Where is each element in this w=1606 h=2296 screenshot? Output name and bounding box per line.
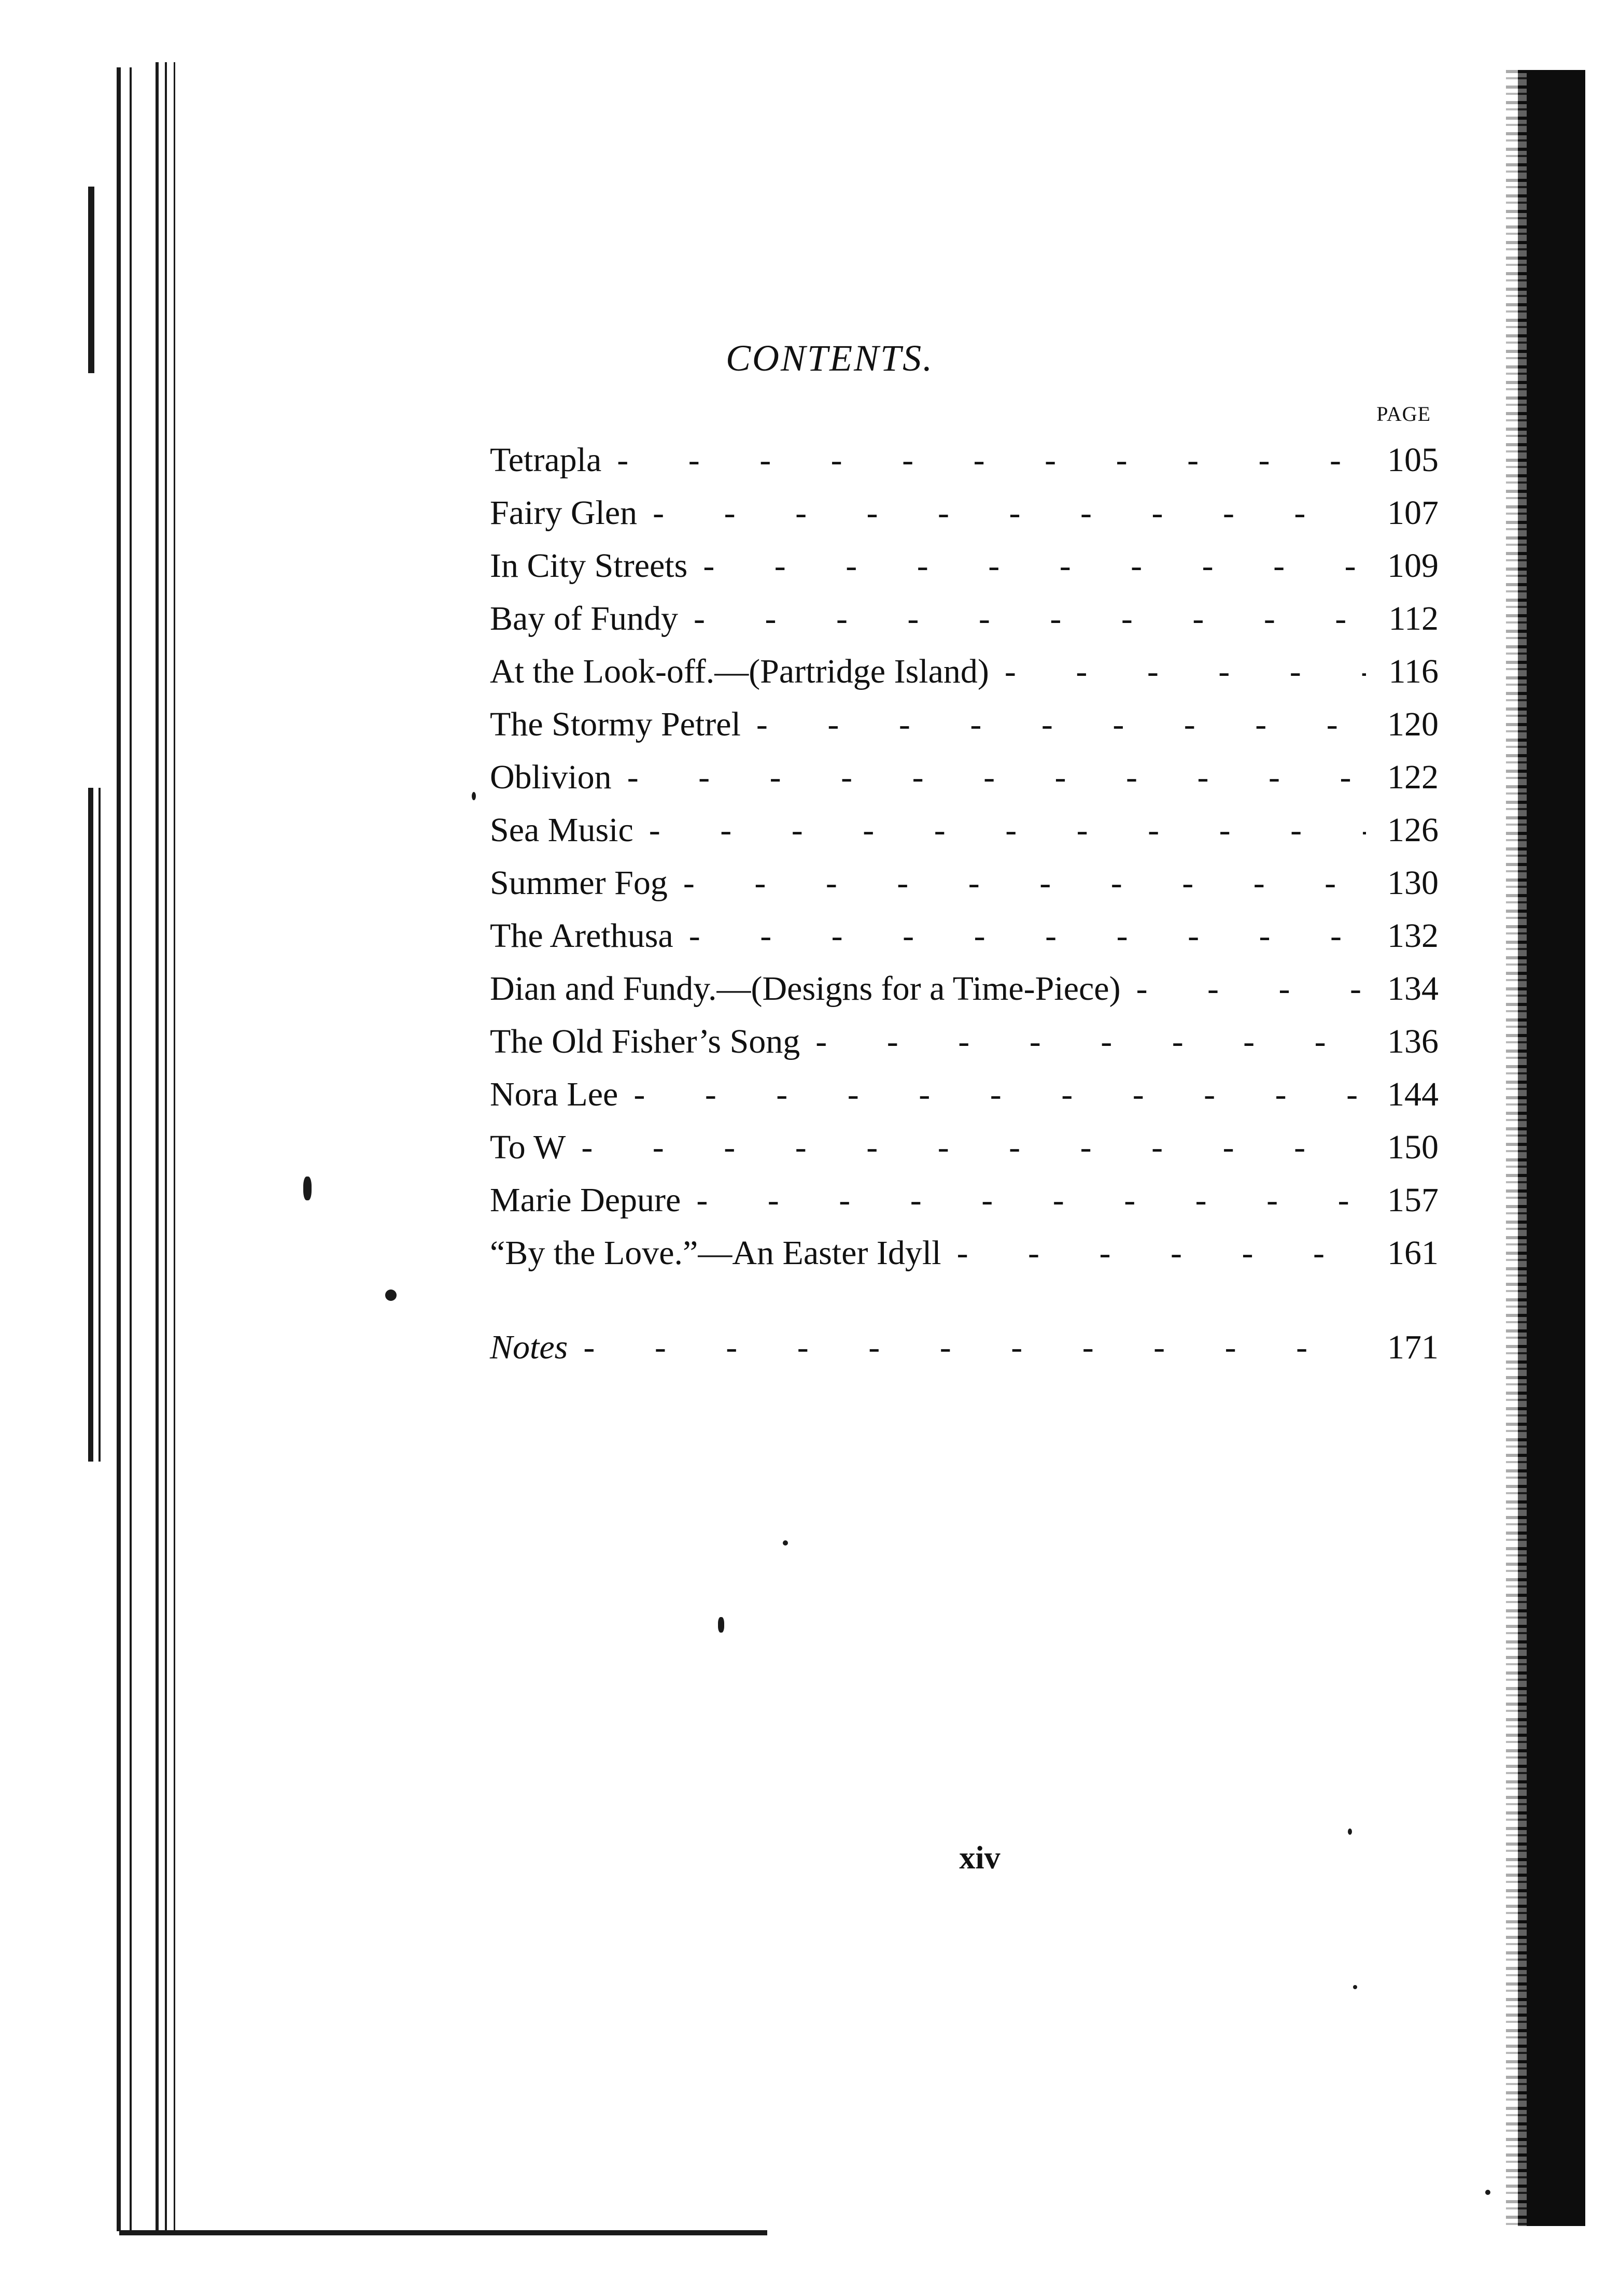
- toc-entry: [490, 652, 1439, 705]
- toc-leader: [583, 1328, 1366, 1367]
- toc-entry-title: Bay of Fundy: [490, 600, 678, 637]
- page-folio: xiv: [959, 1840, 1001, 1876]
- toc-entry-page: 116: [1388, 653, 1439, 690]
- toc-entry-page: 109: [1387, 547, 1439, 585]
- scan-speck: [1353, 1985, 1357, 1989]
- toc-entry: [490, 493, 1439, 546]
- toc-entry-title: Oblivion: [490, 758, 612, 796]
- toc-entry-page: 150: [1387, 1128, 1439, 1166]
- scan-speck: [385, 1289, 397, 1301]
- toc-entry-page: 112: [1388, 600, 1439, 637]
- toc-leader: [1136, 969, 1366, 1009]
- page-column-label: PAGE: [1376, 402, 1431, 426]
- toc-entry-title: The Stormy Petrel: [490, 705, 741, 743]
- toc-entry-title: Marie Depure: [490, 1181, 681, 1219]
- toc-entry-title: Tetrapla: [490, 441, 602, 479]
- toc-entry-page: 105: [1387, 441, 1439, 479]
- toc-leader: [696, 1181, 1366, 1220]
- toc-entry: [490, 1128, 1439, 1181]
- toc-entry: [490, 758, 1439, 811]
- binding-line: [117, 67, 121, 2231]
- scan-speck: [303, 1177, 312, 1200]
- binding-line: [174, 62, 175, 2234]
- toc-entry: [490, 1022, 1439, 1075]
- toc-entry: [490, 599, 1439, 652]
- toc-leader: [694, 599, 1366, 639]
- toc-leader: [756, 705, 1366, 744]
- toc-entry-page: 161: [1387, 1234, 1439, 1272]
- toc-entry-page: 132: [1387, 917, 1439, 955]
- toc-leader: [957, 1234, 1366, 1273]
- toc-entry-title: The Arethusa: [490, 917, 673, 955]
- toc-leader: [649, 811, 1366, 850]
- scan-speck: [1348, 1829, 1352, 1835]
- toc-entry: [490, 441, 1439, 493]
- toc-entry-page: 134: [1387, 970, 1439, 1008]
- toc-entry: [490, 546, 1439, 599]
- toc-entry-title: Sea Music: [490, 811, 633, 849]
- toc-entry-title: At the Look-off.—(Partridge Island): [490, 653, 989, 690]
- toc-entry-page: 171: [1387, 1328, 1439, 1366]
- toc-leader: [703, 546, 1366, 586]
- scan-speck: [718, 1617, 724, 1633]
- toc-leader: [653, 493, 1366, 533]
- toc-entry-notes: [490, 1328, 1439, 1381]
- binding-line: [165, 62, 167, 2234]
- toc-leader: [683, 863, 1366, 903]
- toc-leader: [581, 1128, 1366, 1167]
- toc-leader: [689, 916, 1366, 956]
- toc-leader: [627, 758, 1366, 797]
- toc-entry-title: To W: [490, 1128, 566, 1166]
- toc-entry-title: In City Streets: [490, 547, 688, 585]
- binding-line: [88, 187, 94, 373]
- toc-spacer: [490, 1286, 1439, 1328]
- toc-entry: [490, 863, 1439, 916]
- binding-line: [98, 788, 101, 1462]
- scan-speck: [783, 1540, 788, 1546]
- scan-speck: [472, 792, 476, 800]
- toc-entry: [490, 916, 1439, 969]
- toc-entry-page: 107: [1387, 494, 1439, 532]
- toc-entry: [490, 1234, 1439, 1286]
- toc-leader: [633, 1075, 1366, 1114]
- toc-entry-page: 120: [1387, 705, 1439, 743]
- toc-entry: [490, 705, 1439, 758]
- toc-entry-title: Nora Lee: [490, 1075, 618, 1113]
- toc-leader: [617, 441, 1366, 480]
- toc-entry-page: 136: [1387, 1023, 1439, 1060]
- toc-entry: [490, 1181, 1439, 1234]
- binding-line: [130, 67, 132, 2231]
- page-edge-shadow: [1518, 70, 1585, 2226]
- toc-entry-page: 144: [1387, 1075, 1439, 1113]
- toc-entry-title: “By the Love.”—An Easter Idyll: [490, 1234, 941, 1272]
- binding-line: [156, 62, 159, 2234]
- toc-entry-title: Summer Fog: [490, 864, 668, 902]
- toc-entry: [490, 1075, 1439, 1128]
- toc-entry: [490, 969, 1439, 1022]
- contents-heading: CONTENTS.: [726, 337, 934, 379]
- toc-entry-title: Notes: [490, 1328, 568, 1366]
- binding-line: [88, 788, 93, 1462]
- page-edge-speckle: [1506, 70, 1527, 2226]
- toc-entry-page: 130: [1387, 864, 1439, 902]
- toc-entry-title: The Old Fisher’s Song: [490, 1023, 800, 1060]
- contents-list: [490, 441, 1439, 1381]
- toc-entry-page: 126: [1387, 811, 1439, 849]
- bottom-rule: [119, 2230, 767, 2235]
- toc-entry-page: 157: [1387, 1181, 1439, 1219]
- toc-leader: [1005, 652, 1366, 691]
- toc-entry-page: 122: [1387, 758, 1439, 796]
- toc-entry-title: Dian and Fundy.—(Designs for a Time-Piece): [490, 970, 1121, 1008]
- toc-entry: [490, 811, 1439, 863]
- toc-entry-title: Fairy Glen: [490, 494, 638, 532]
- toc-leader: [815, 1022, 1366, 1061]
- scan-speck: [1485, 2190, 1490, 2195]
